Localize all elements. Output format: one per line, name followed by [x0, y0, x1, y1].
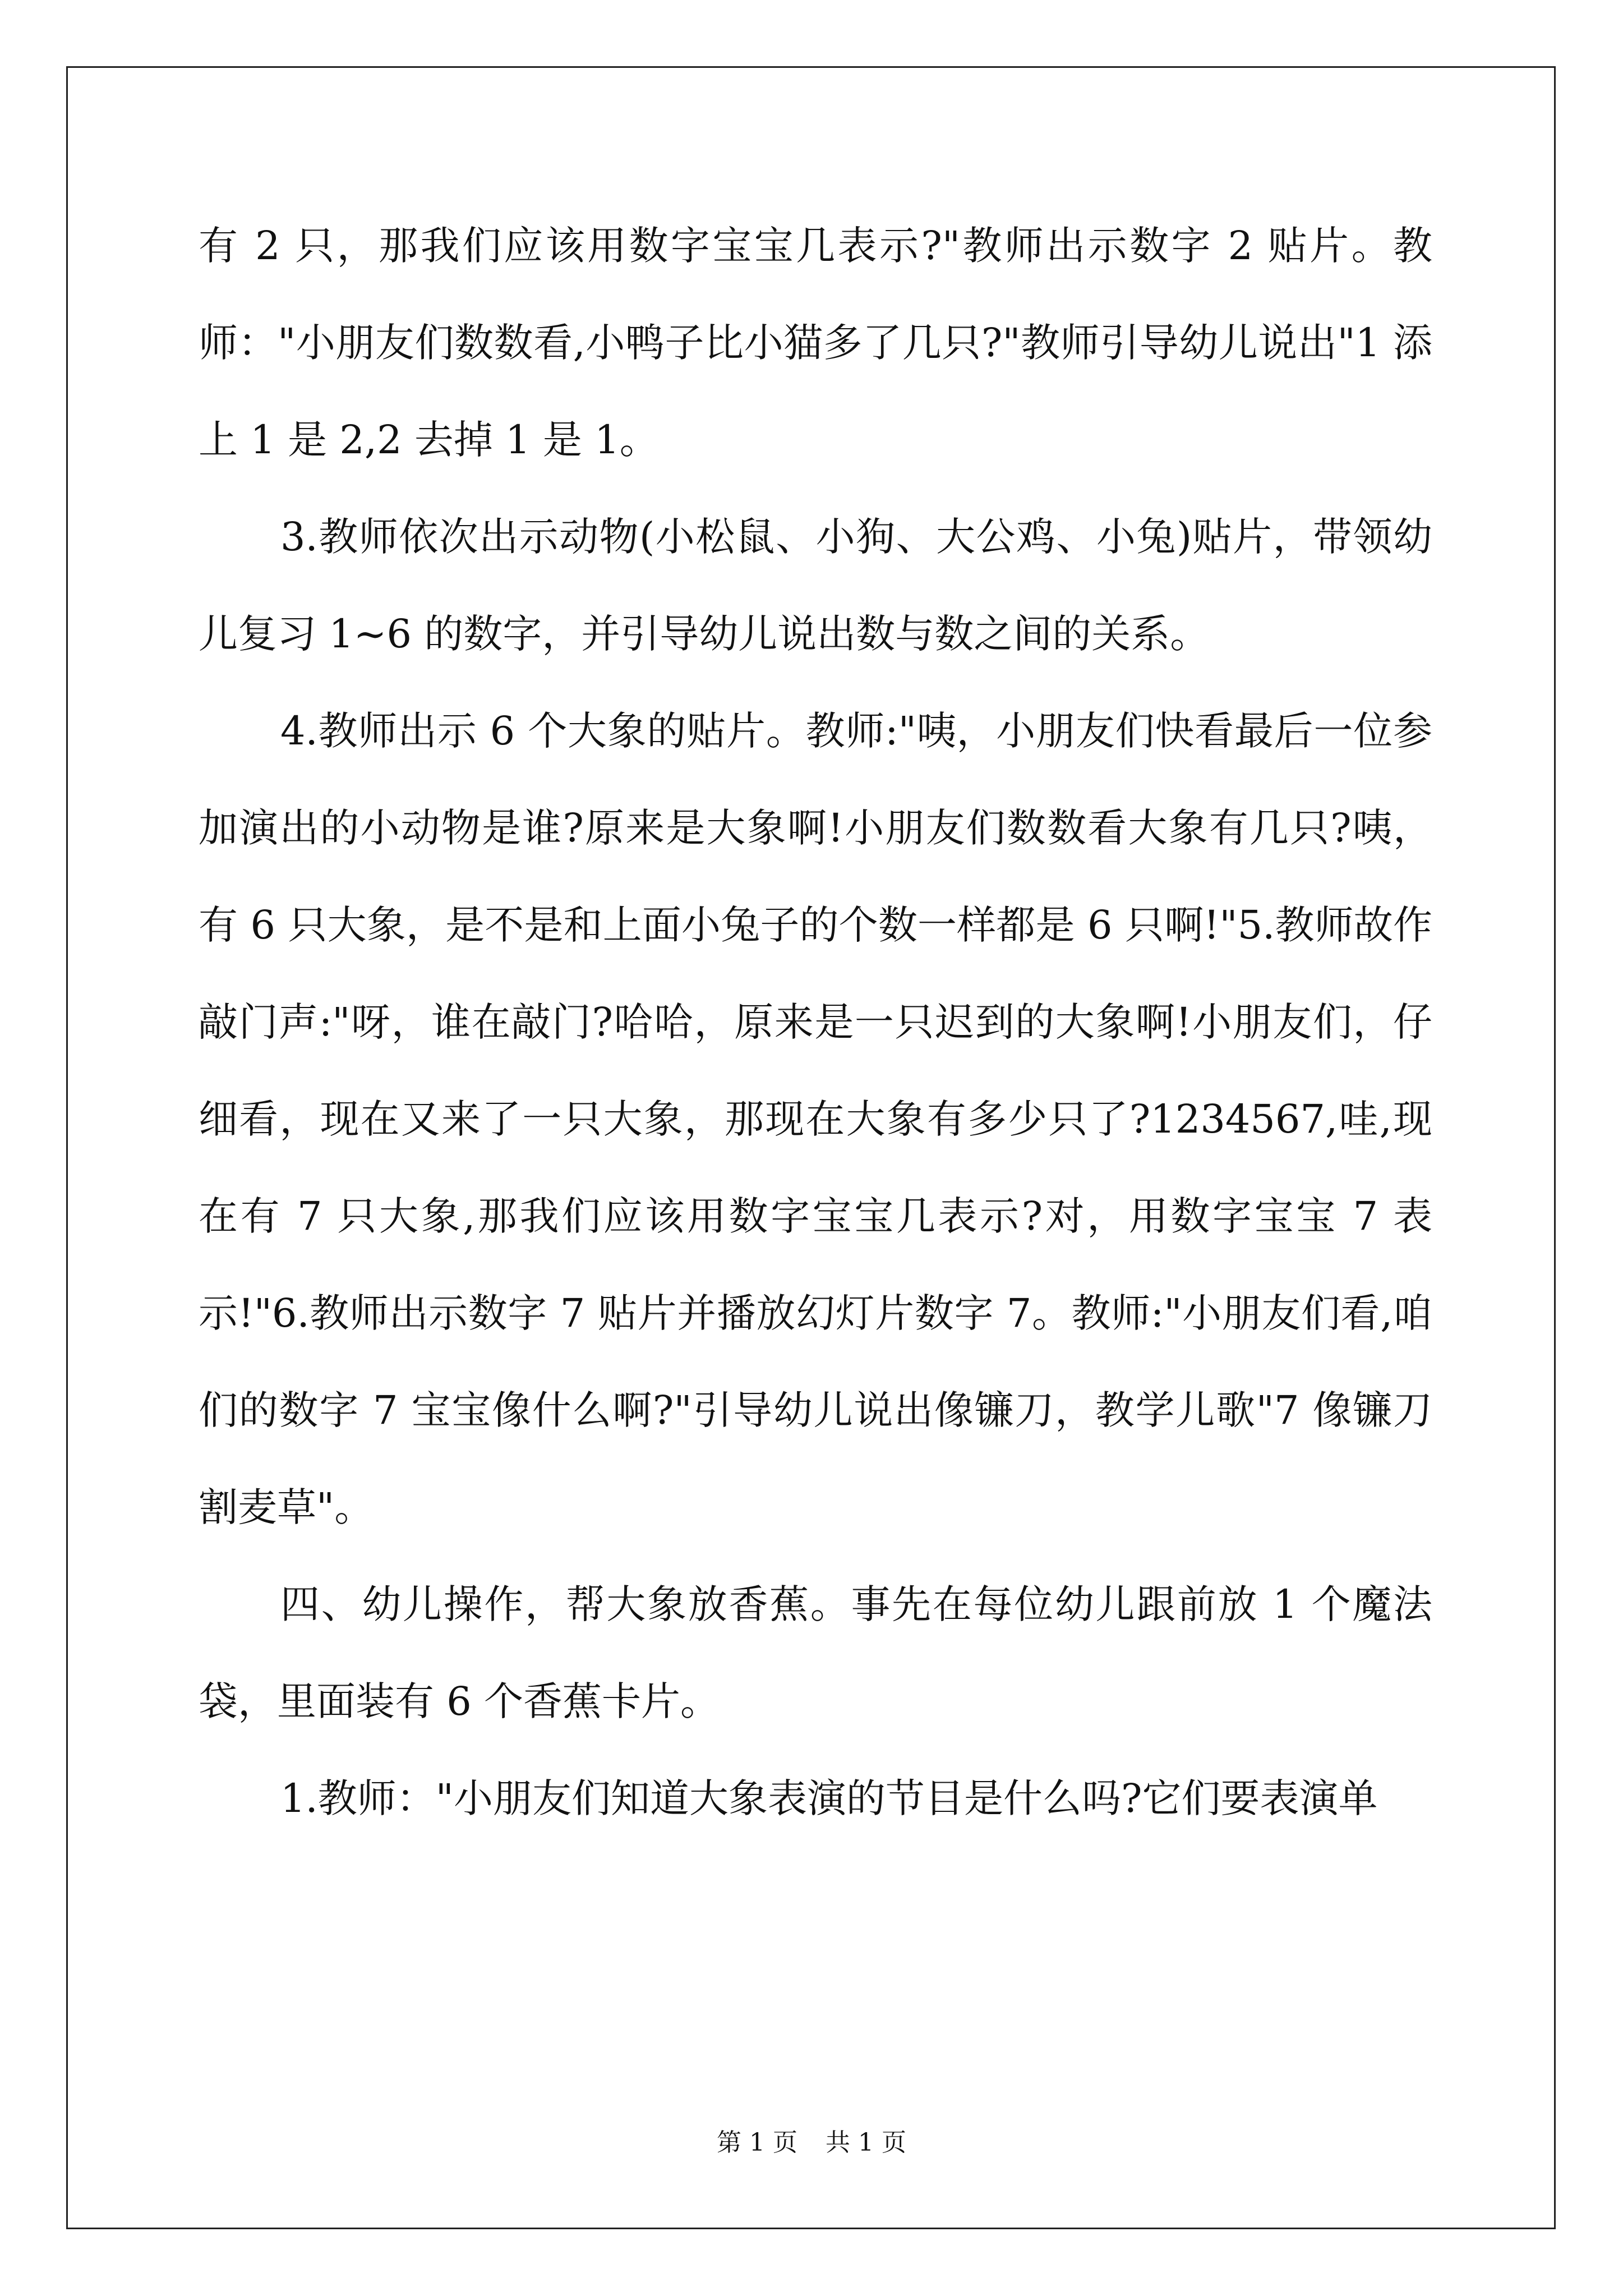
paragraph: 有 2 只，那我们应该用数字宝宝几表示?"教师出示数字 2 贴片。教师："小朋友们数数看,小鸭子比小猫多了几只?"教师引导幼儿说出"1 添上 1 是 2,2 去掉 1 是 1。	[199, 223, 1432, 463]
document-body	[199, 197, 1432, 1847]
paragraph: 4.教师出示 6 个大象的贴片。教师:"咦，小朋友们快看最后一位参加演出的小动物是谁?原来是大象啊!小朋友们数数看大象有几只?咦，有 6 只大象，是不是和上面小兔子的个数一样都是 6 只啊!"5.教师故作敲门声:"呀，谁在敲门?哈哈，原来是一只迟到的大象啊!小朋友们，仔细看，现在又来了一只大象，那现在大象有多少只了?1234567,哇,现在有 7 只大象,那我们应该用数字宝宝几表示?对，用数字宝宝 7 表示!"6.教师出示数字 7 贴片并播放幻灯片数字 7。教师:"小朋友们看,咱们的数字 7 宝宝像什么啊?"引导幼儿说出像镰刀，教学儿歌"7 像镰刀割麦草"。	[199, 708, 1432, 1530]
page-total: 共 1 页	[826, 2128, 906, 2157]
page-number: 第 1 页	[717, 2128, 797, 2157]
paragraph: 1.教师："小朋友们知道大象表演的节目是什么吗?它们要表演单	[280, 1775, 1378, 1821]
paragraph: 四、幼儿操作，帮大象放香蕉。事先在每位幼儿跟前放 1 个魔法袋，里面装有 6 个香蕉卡片。	[199, 1581, 1432, 1724]
page-footer	[0, 2126, 1623, 2160]
paragraph: 3.教师依次出示动物(小松鼠、小狗、大公鸡、小兔)贴片，带领幼儿复习 1~6 的数字，并引导幼儿说出数与数之间的关系。	[199, 514, 1432, 657]
